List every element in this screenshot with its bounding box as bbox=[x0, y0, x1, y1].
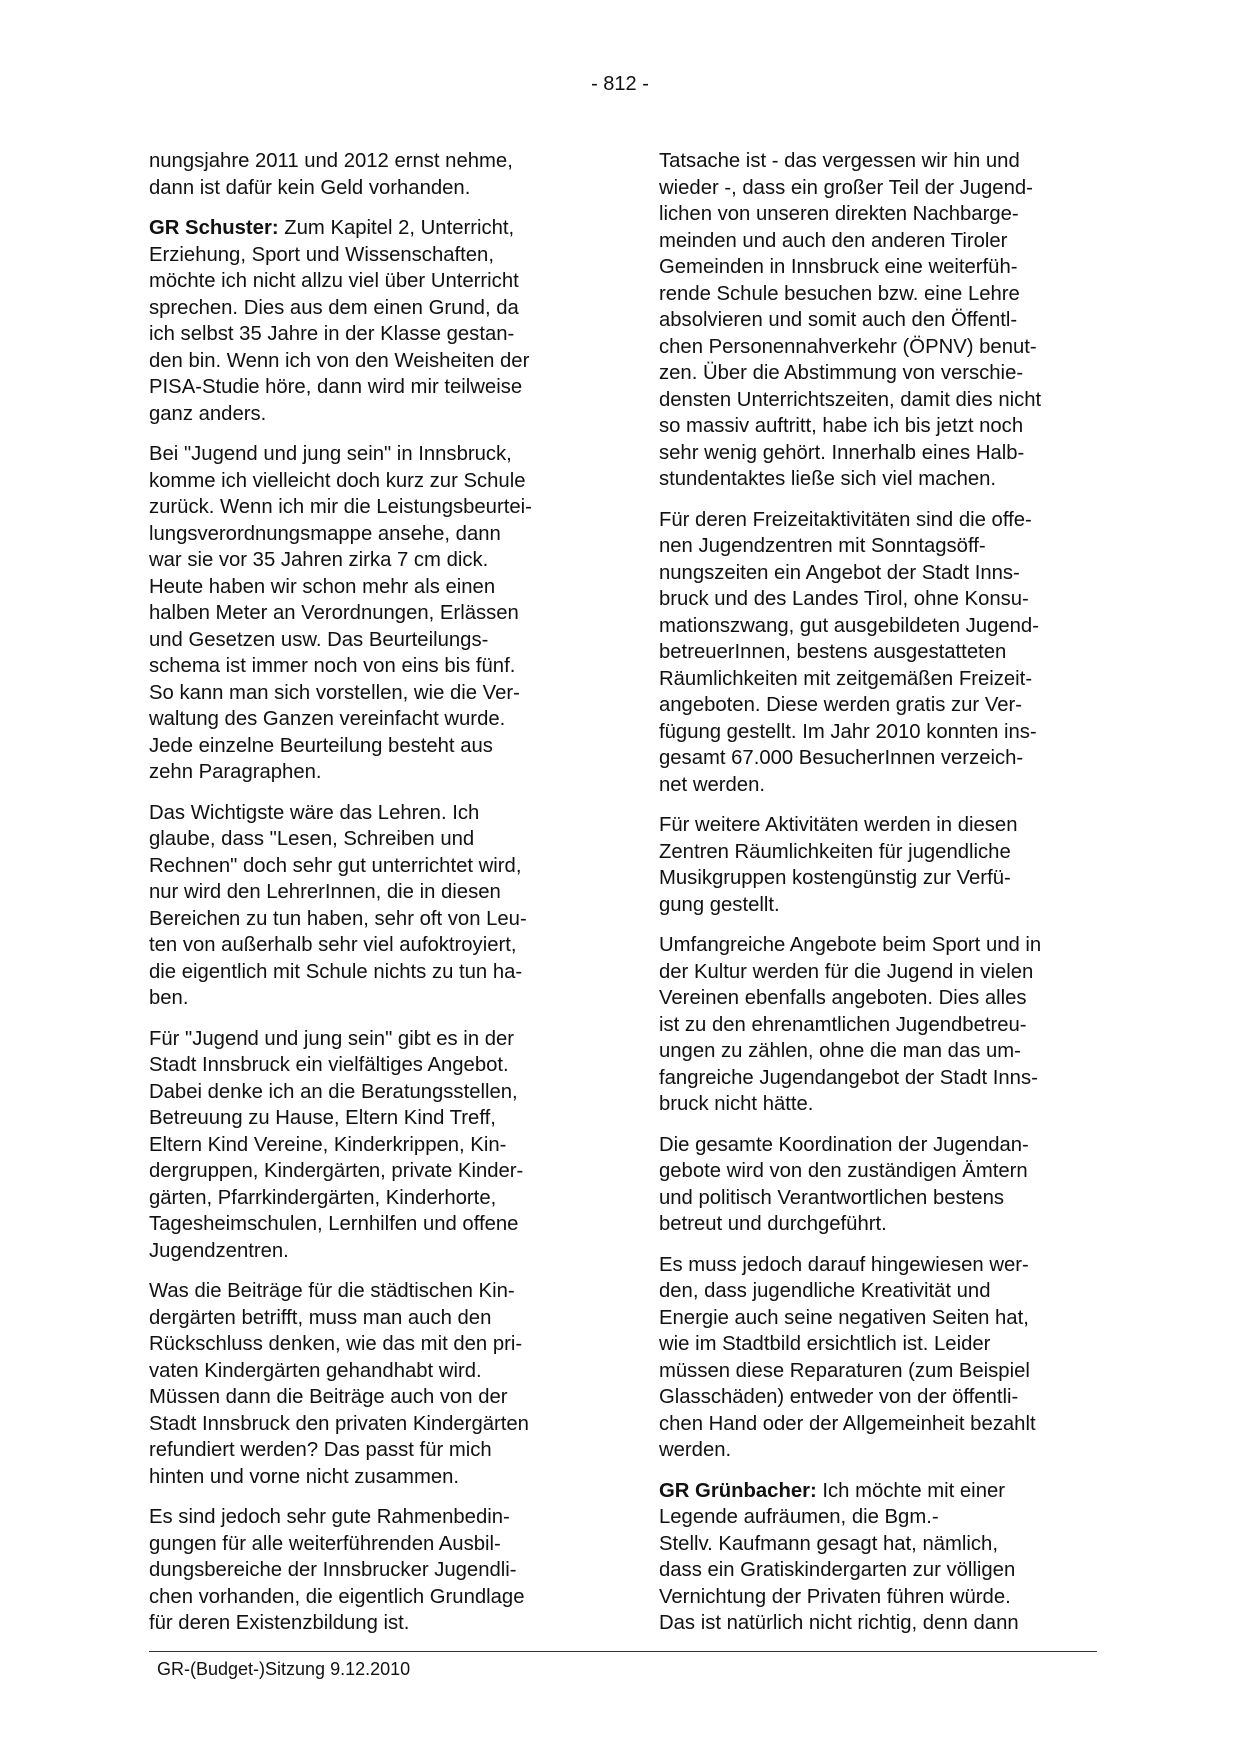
speaker-name: GR Schuster: bbox=[149, 217, 279, 239]
paragraph-text: Die gesamte Koordination der Jugendan- gebote wird von den zuständigen Ämtern und politisch Verantwortlichen bestens betreut und durchgeführt. bbox=[659, 1133, 1029, 1235]
paragraph-text: Tatsache ist - das vergessen wir hin und wieder -, dass ein großer Teil der Jugend- lichen von unseren direkten Nachbarge- meinden und auch den anderen Tiroler Gemeinden in Innsbruck eine weiterfüh- rende Schule besuchen bzw. eine Lehre absolvieren und somit auch den Öffentl- chen Personennahverkehr (ÖPNV) benut- zen. Über die Abstimmung von verschie- densten Unterrichtszeiten, damit dies nicht so massiv auftritt, habe ich bis jetzt noch sehr wenig gehört. Innerhalb eines Halb- stundentaktes ließe sich viel machen. bbox=[659, 150, 1042, 490]
paragraph bbox=[149, 1026, 589, 1265]
paragraph bbox=[659, 1478, 1099, 1637]
paragraph-text: Bei "Jugend und jung sein" in Innsbruck, komme ich vielleicht doch kurz zur Schule zurück. Wenn ich mir die Leistungsbeurtei- lungsverordnungsmappe ansehe, dann war sie vor 35 Jahren zirka 7 cm dick. Heute haben wir schon mehr als einen halben Meter an Verordnungen, Erlässen und Gesetzen usw. Das Beurteilungs- schema ist immer noch von eins bis fünf. So kann man sich vorstellen, wie die Ver- waltung des Ganzen vereinfacht wurde. Jede einzelne Beurteilung besteht aus zehn Paragraphen. bbox=[149, 443, 532, 783]
paragraph bbox=[149, 148, 589, 201]
paragraph bbox=[149, 800, 589, 1012]
paragraph-text: nungsjahre 2011 und 2012 ernst nehme, dann ist dafür kein Geld vorhanden. bbox=[149, 150, 513, 199]
paragraph bbox=[659, 932, 1099, 1118]
page-number: - 812 - bbox=[591, 73, 649, 95]
paragraph-text: Zum Kapitel 2, Unterricht, Erziehung, Sport und Wissenschaften, möchte ich nicht allzu viel über Unterricht sprechen. Dies aus dem einen Grund, da ich selbst 35 Jahre in der Klasse gestan- den bin. Wenn ich von den Weisheiten der PISA-Studie höre, dann wird mir teilweise ganz anders. bbox=[149, 217, 530, 425]
paragraph-text: Für weitere Aktivitäten werden in diesen Zentren Räumlichkeiten für jugendliche Musikgruppen kostengünstig zur Verfü- gung gestellt. bbox=[659, 814, 1018, 916]
paragraph bbox=[149, 441, 589, 786]
paragraph-text: Das Wichtigste wäre das Lehren. Ich glaube, dass "Lesen, Schreiben und Rechnen" doch sehr gut unterrichtet wird, nur wird den LehrerInnen, die in diesen Bereichen zu tun haben, sehr oft von Leu- ten von außerhalb sehr viel aufoktroyiert, die eigentlich mit Schule nichts zu tun ha- ben. bbox=[149, 801, 527, 1009]
right-column bbox=[659, 148, 1099, 1651]
paragraph-text: Was die Beiträge für die städtischen Kin- dergärten betrifft, muss man auch den Rückschluss denken, wie das mit den pri- vaten Kindergärten gehandhabt wird. Müssen dann die Beiträge auch von der Stadt Innsbruck den privaten Kindergärten refundiert werden? Das passt für mich hinten und vorne nicht zusammen. bbox=[149, 1280, 529, 1488]
paragraph bbox=[659, 812, 1099, 918]
speaker-name: GR Grünbacher: bbox=[659, 1479, 817, 1502]
paragraph-text: Für "Jugend und jung sein" gibt es in der Stadt Innsbruck ein vielfältiges Angebot. Dabei denke ich an die Beratungsstellen, Betreuung zu Hause, Eltern Kind Treff, Eltern Kind Vereine, Kinderkrippen, Kin- dergruppen, Kindergärten, private Kinder- gärten, Pfarrkindergärten, Kinderhorte, Tagesheimschulen, Lernhilfen und offene Jugendzentren. bbox=[149, 1027, 524, 1262]
paragraph bbox=[149, 1278, 589, 1490]
paragraph bbox=[659, 148, 1099, 493]
paragraph bbox=[659, 507, 1099, 799]
paragraph bbox=[149, 215, 589, 427]
paragraph bbox=[659, 1132, 1099, 1238]
left-column bbox=[149, 148, 589, 1651]
paragraph-text: Es muss jedoch darauf hingewiesen wer- den, dass jugendliche Kreativität und Energie auch seine negativen Seiten hat, wie im Stadtbild ersichtlich ist. Leider müssen diese Reparaturen (zum Beispiel Glasschäden) entweder von der öffentli- chen Hand oder der Allgemeinheit bezahlt werden. bbox=[659, 1253, 1036, 1461]
paragraph bbox=[149, 1504, 589, 1637]
paragraph bbox=[659, 1252, 1099, 1464]
paragraph-text: Für deren Freizeitaktivitäten sind die offe- nen Jugendzentren mit Sonntagsöff- nungszeiten ein Angebot der Stadt Inns- bruck und des Landes Tirol, ohne Konsu- mationszwang, gut ausgebildeten Jugend- betreuerInnen, bestens ausgestatteten Räumlichkeiten mit zeitgemäßen Freizeit- angeboten. Diese werden gratis zur Ver- fügung gestellt. Im Jahr 2010 konnten ins- gesamt 67.000 BesucherInnen verzeich- net werden. bbox=[659, 508, 1039, 796]
footer-session-title: GR-(Budget-)Sitzung 9.12.2010 bbox=[157, 1659, 411, 1679]
footer-divider bbox=[149, 1651, 1097, 1652]
paragraph-text: Es sind jedoch sehr gute Rahmenbedin- gungen für alle weiterführenden Ausbil- dungsbereiche der Innsbrucker Jugendli- chen vorhanden, die eigentlich Grundlage für deren Existenzbildung ist. bbox=[149, 1506, 525, 1634]
paragraph-text: Ich möchte mit einer Legende aufräumen, die Bgm.- Stellv. Kaufmann gesagt hat, nämlich, dass ein Gratiskindergarten zur völligen Vernichtung der Privaten führen würde. Das ist natürlich nicht richtig, denn dann bbox=[659, 1479, 1019, 1634]
paragraph-text: Umfangreiche Angebote beim Sport und in der Kultur werden für die Jugend in vielen Vereinen ebenfalls angeboten. Dies alles ist zu den ehrenamtlichen Jugendbetreu- ungen zu zählen, ohne die man das um- fangreiche Jugendangebot der Stadt Inns- bruck nicht hätte. bbox=[659, 934, 1042, 1115]
